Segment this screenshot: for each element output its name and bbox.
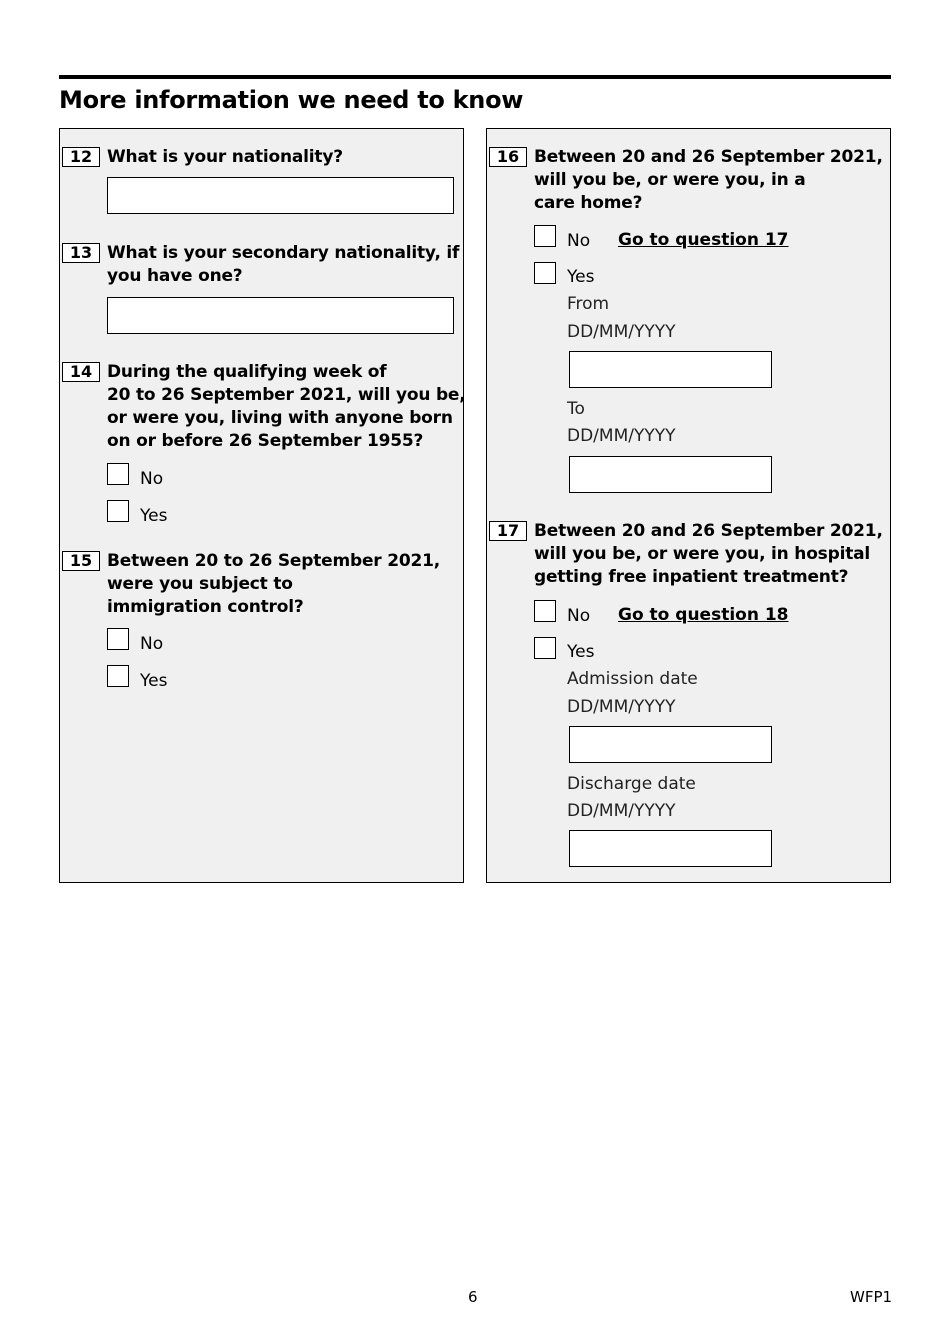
q17-admission-format: DD/MM/YYYY xyxy=(567,697,676,717)
q14-yes-checkbox[interactable] xyxy=(107,500,129,522)
question-17-text: Between 20 and 26 September 2021, will you be, or were you, in hospital getting free inpatient treatment? xyxy=(534,521,883,587)
q17-no-label: No xyxy=(567,606,591,626)
q16-no-checkbox[interactable] xyxy=(534,225,556,247)
q15-yes-checkbox[interactable] xyxy=(107,665,129,687)
q17-yes-label: Yes xyxy=(567,642,595,662)
heading-rule xyxy=(59,75,891,79)
q16-from-date-input[interactable] xyxy=(569,351,772,388)
q16-yes-checkbox[interactable] xyxy=(534,262,556,284)
question-15-text: Between 20 to 26 September 2021, were you subject to immigration control? xyxy=(107,551,440,617)
question-16-text: Between 20 and 26 September 2021, will you be, or were you, in a care home? xyxy=(534,147,883,213)
left-panel xyxy=(59,128,464,883)
q17-no-checkbox[interactable] xyxy=(534,600,556,622)
q16-to-label: To xyxy=(567,399,585,419)
q17-yes-checkbox[interactable] xyxy=(534,637,556,659)
q17-discharge-format: DD/MM/YYYY xyxy=(567,801,676,821)
q16-to-format: DD/MM/YYYY xyxy=(567,426,676,446)
question-12-text: What is your nationality? xyxy=(107,147,343,167)
q16-from-format: DD/MM/YYYY xyxy=(567,322,676,342)
page-title: More information we need to know xyxy=(59,86,524,114)
q15-no-checkbox[interactable] xyxy=(107,628,129,650)
q17-discharge-label: Discharge date xyxy=(567,774,696,794)
q17-admission-date-input[interactable] xyxy=(569,726,772,763)
q16-no-label: No xyxy=(567,231,591,251)
page-number: 6 xyxy=(468,1288,478,1306)
question-number-17: 17 xyxy=(489,521,527,541)
question-number-15: 15 xyxy=(62,551,100,571)
q15-no-label: No xyxy=(140,634,164,654)
q17-admission-label: Admission date xyxy=(567,669,698,689)
q16-to-date-input[interactable] xyxy=(569,456,772,493)
secondary-nationality-input[interactable] xyxy=(107,297,454,334)
q14-yes-label: Yes xyxy=(140,506,168,526)
question-number-13: 13 xyxy=(62,243,100,263)
form-code: WFP1 xyxy=(850,1288,893,1306)
question-number-16: 16 xyxy=(489,147,527,167)
question-14-text: During the qualifying week of 20 to 26 September 2021, will you be, or were you, living with anyone born on or before 26 September 1955? xyxy=(107,362,466,451)
q14-no-label: No xyxy=(140,469,164,489)
q14-no-checkbox[interactable] xyxy=(107,463,129,485)
q16-from-label: From xyxy=(567,294,610,314)
q15-yes-label: Yes xyxy=(140,671,168,691)
right-panel xyxy=(486,128,891,883)
question-13-text: What is your secondary nationality, if you have one? xyxy=(107,243,460,286)
q16-yes-label: Yes xyxy=(567,267,595,287)
q17-discharge-date-input[interactable] xyxy=(569,830,772,867)
question-number-12: 12 xyxy=(62,147,100,167)
nationality-input[interactable] xyxy=(107,177,454,214)
q16-goto-link[interactable]: Go to question 17 xyxy=(618,230,789,250)
q17-goto-link[interactable]: Go to question 18 xyxy=(618,605,789,625)
question-number-14: 14 xyxy=(62,362,100,382)
